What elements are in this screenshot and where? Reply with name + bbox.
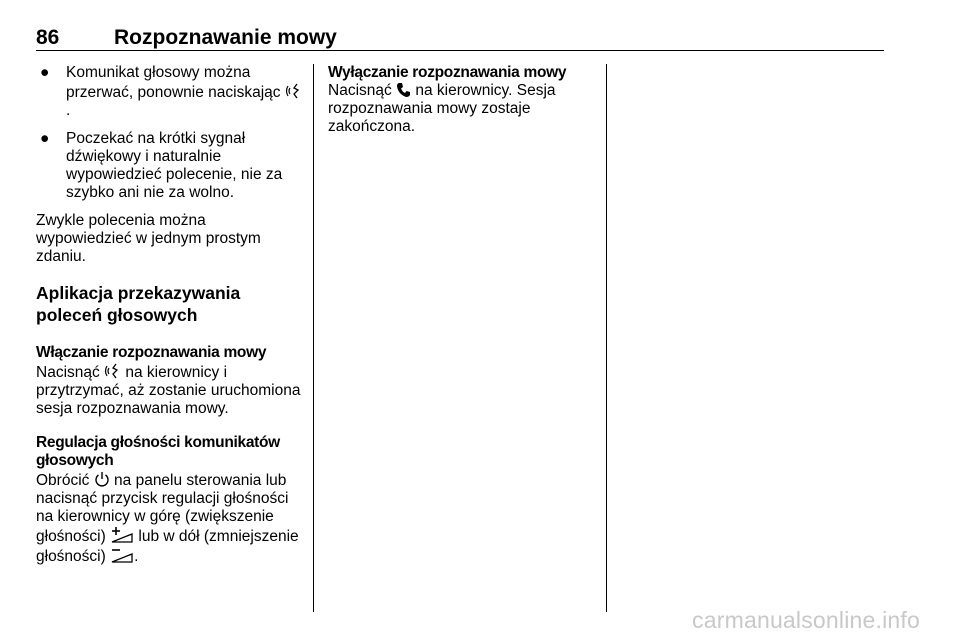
page-title: Rozpoznawanie mowy	[114, 26, 337, 49]
column-2	[328, 64, 594, 136]
watermark: carmanualsonline.info	[692, 607, 920, 633]
header-rule	[36, 50, 884, 51]
bullet-dot: ●	[40, 64, 50, 81]
column-1	[36, 64, 302, 566]
subsection-heading: Wyłączanie rozpoznawania mowy	[328, 64, 567, 81]
power-icon	[94, 470, 110, 488]
bullet-list	[36, 64, 302, 202]
volume-down-icon	[110, 546, 134, 564]
column-divider-2	[606, 64, 607, 612]
voice-recognition-icon	[285, 82, 302, 100]
column-divider-1	[313, 64, 314, 612]
subsection-heading: Regulacja głośności komunikatów głosowych	[36, 434, 280, 469]
voice-recognition-icon	[104, 362, 121, 380]
volume-up-icon	[110, 526, 134, 544]
list-item: ● Poczekać na krótki sygnał dźwiękowy i naturalnie wypowiedzieć polecenie, nie za szybko ani nie za wolno.	[40, 130, 283, 201]
subsection-heading: Włączanie rozpoznawania mowy	[36, 344, 267, 361]
list-item: ● Komunikat głosowy można przerwać, ponownie naciskając .	[36, 64, 302, 120]
paragraph: Obrócić na panelu sterowania lub nacisnąć przycisk regulacji głośności na kierownicy w górę (zwiększenie głośności) lub w dół (zmniejszenie głośności) .	[36, 472, 299, 565]
section-heading: Aplikacja przekazywania poleceń głosowych	[36, 283, 241, 325]
page-header	[36, 26, 884, 50]
paragraph: Nacisnąć na kierownicy i przytrzymać, aż zostanie uruchomiona sesja rozpoznawania mowy.	[36, 364, 301, 417]
page-number: 86	[36, 26, 60, 49]
bullet-dot: ●	[40, 130, 50, 147]
paragraph: Nacisnąć na kierownicy. Sesja rozpoznawania mowy zostaje zakończona.	[328, 82, 556, 135]
paragraph: Zwykle polecenia można wypowiedzieć w jednym prostym zdaniu.	[36, 212, 261, 265]
phone-icon	[396, 82, 411, 98]
